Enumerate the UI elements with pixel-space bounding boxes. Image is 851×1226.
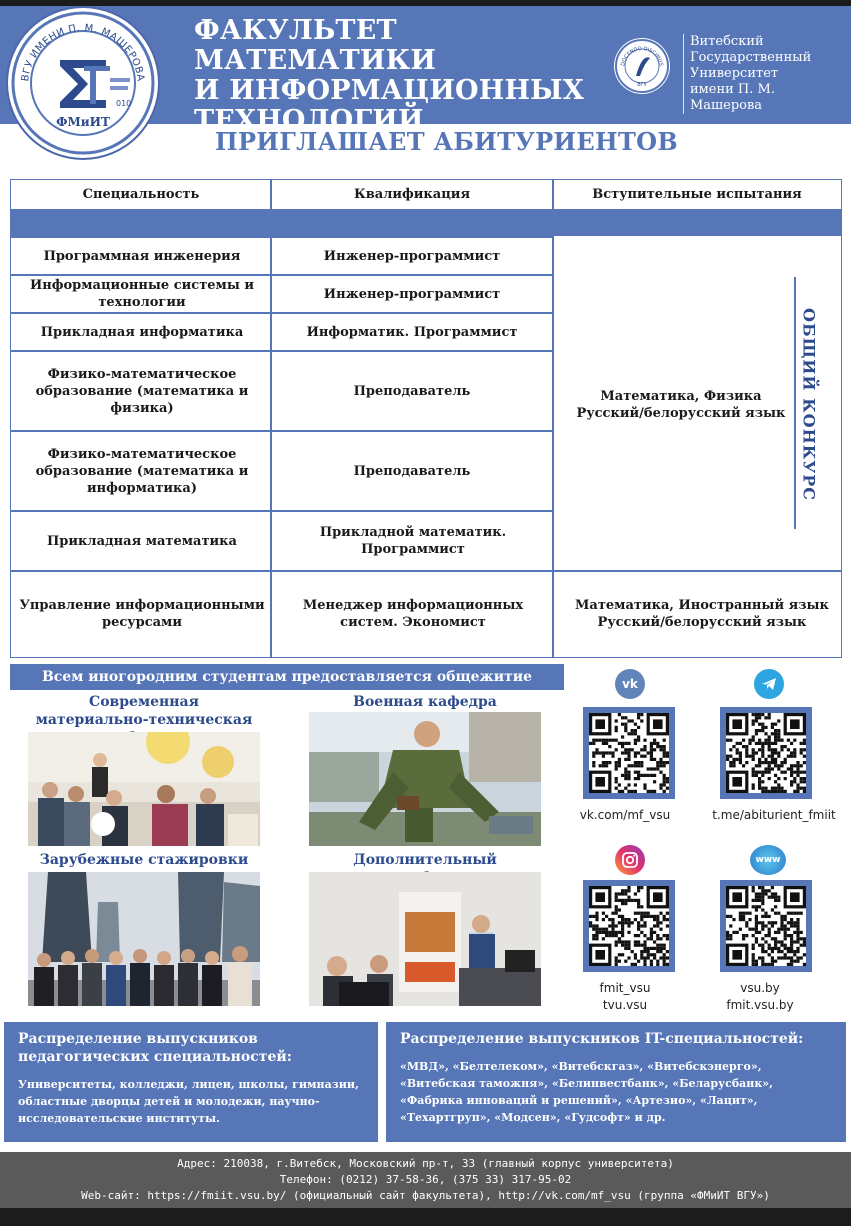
- website-link-2[interactable]: fmit.vsu.by: [726, 998, 794, 1012]
- table-row-specialty: Программная инженерия: [43, 248, 241, 264]
- photo-caption-military: Военная кафедра: [353, 694, 497, 710]
- svg-text:ВГУ ИМЕНИ П. М. МАШЕРОВА: [20, 23, 146, 82]
- table-divider: [11, 236, 552, 238]
- table-row-qualification: Инженер-программист: [323, 286, 501, 302]
- table-row-specialty: Информационные системы и технологии: [29, 278, 255, 310]
- photo-abroad: [28, 872, 260, 1006]
- photo-classroom: [28, 732, 260, 846]
- website-qr-code[interactable]: [720, 880, 812, 972]
- general-contest-label: [791, 280, 827, 530]
- instagram-links: [565, 980, 685, 1014]
- table-header-bar: [11, 209, 841, 236]
- table-row-specialty: Прикладная информатика: [40, 324, 244, 340]
- university-seal-icon: [614, 38, 670, 94]
- footer-phone: Телефон: (0212) 37-58-36, (375 33) 317-95-02: [279, 1173, 572, 1186]
- photo-military: [309, 712, 541, 846]
- table-divider: [11, 510, 552, 512]
- general-contest-text: ОБЩИЙ КОНКУРС: [799, 308, 819, 502]
- table-divider: [552, 180, 554, 657]
- dormitory-banner: Всем иногородним студентам предоставляется общежитие: [10, 664, 564, 690]
- table-divider: [11, 570, 841, 572]
- pedagogical-distribution-box: [4, 1022, 378, 1142]
- instagram-icon: [615, 845, 645, 875]
- table-divider: [11, 430, 552, 432]
- it-distribution-title: Распределение выпускников IT-специальностей:: [400, 1031, 804, 1047]
- footer-website[interactable]: Web-сайт: https://fmiit.vsu.by/ (официальный сайт факультета), http://vk.com/mf_vsu (группа «ФМиИТ ВГУ»): [81, 1189, 770, 1202]
- table-divider: [11, 350, 552, 352]
- table-row-specialty: Физико-математическое образование (математика и физика): [35, 366, 249, 416]
- university-seal: [614, 38, 670, 94]
- exams-group-2: Математика, Иностранный язык Русский/белорусский язык: [575, 598, 829, 630]
- table-row-specialty: Управление информационными ресурсами: [19, 598, 265, 630]
- table-row-qualification: Прикладной математик. Программист: [319, 525, 507, 557]
- table-row-qualification: Информатик. Программист: [306, 324, 518, 340]
- table-row-qualification: Инженер-программист: [323, 248, 501, 264]
- seal-sub-text: ВГУ: [637, 82, 647, 88]
- faculty-title-line1: ФАКУЛЬТЕТ МАТЕМАТИКИ: [194, 15, 437, 76]
- table-divider: [11, 274, 552, 276]
- table-divider: [11, 312, 552, 314]
- qr-code-icon: [726, 713, 806, 793]
- university-name: [683, 34, 851, 114]
- telegram-link[interactable]: t.me/abiturient_fmiit: [712, 808, 836, 822]
- footer-contacts: [0, 1152, 851, 1208]
- faculty-logo: [8, 8, 158, 158]
- www-icon: www: [750, 845, 786, 875]
- qr-code-icon: [589, 713, 669, 793]
- instagram-qr-code[interactable]: [583, 880, 675, 972]
- table-header-exams: Вступительные испытания: [592, 187, 802, 202]
- photo-caption-base-line2: материально-техническая: [35, 712, 253, 728]
- qr-code-icon: [589, 886, 669, 966]
- university-name-line4: имени П. М. Машерова: [690, 82, 775, 113]
- faculty-title-line2: И ИНФОРМАЦИОННЫХ: [194, 75, 584, 106]
- vk-qr-code[interactable]: [583, 707, 675, 799]
- pedagogical-distribution-title: Распределение выпускников педагогических специальностей:: [18, 1031, 292, 1065]
- telegram-icon: [754, 669, 784, 699]
- photo-caption-abroad: Зарубежные стажировки: [39, 852, 249, 868]
- table-row-qualification: Преподаватель: [353, 383, 471, 399]
- vk-icon: vk: [615, 669, 645, 699]
- faculty-logo-icon: [8, 8, 158, 158]
- faculty-title-line3: ТЕХНОЛОГИЙ: [194, 105, 424, 136]
- it-distribution-box: [386, 1022, 846, 1142]
- logo-number: 010: [116, 99, 132, 108]
- website-links: [700, 980, 820, 1014]
- invite-heading: ПРИГЛАШАЕТ АБИТУРИЕНТОВ: [215, 127, 678, 156]
- it-distribution-text: «МВД», «Белтелеком», «Витебскгаз», «Витебскэнерго», «Витебская таможня», «Белинвестбанк», «Беларусбанк», «Фабрика инноваций и решений», «Артезио», «Лацит», «Техартгруп», «Модсен», «Гудсофт» и др.: [400, 1060, 774, 1124]
- logo-bottom-text: ФМиИТ: [56, 115, 110, 129]
- pedagogical-distribution-text: Университеты, колледжи, лицеи, школы, гимназии, областные дворцы детей и молодежи, научно-исследовательские институты.: [18, 1078, 359, 1125]
- vk-link[interactable]: vk.com/mf_vsu: [579, 808, 671, 822]
- footer-address: Адрес: 210038, г.Витебск, Московский пр-т, 33 (главный корпус университета): [177, 1157, 674, 1170]
- table-row-qualification: Преподаватель: [353, 463, 471, 479]
- table-divider: [270, 180, 272, 657]
- table-header-qualification: Квалификация: [353, 187, 471, 202]
- photo-caption-earnings-line1: Дополнительный: [353, 852, 497, 868]
- instagram-link-2[interactable]: tvu.vsu: [602, 998, 648, 1012]
- faculty-title: [194, 16, 614, 136]
- exams-group-1: Математика, Физика Русский/белорусский язык: [576, 389, 786, 421]
- table-row-qualification: Менеджер информационных систем. Экономист: [302, 598, 524, 630]
- photo-earnings: [309, 872, 541, 1006]
- university-name-line3: Университет: [690, 66, 779, 81]
- table-row-specialty: Физико-математическое образование (математика и информатика): [35, 446, 249, 496]
- specialties-table: [10, 179, 842, 658]
- university-name-line1: Витебский: [690, 34, 764, 49]
- bottom-border: [0, 1208, 851, 1226]
- logo-ring-text: ВГУ ИМЕНИ П. М. МАШЕРОВА: [20, 22, 146, 83]
- table-header-specialty: Специальность: [82, 187, 200, 202]
- table-row-specialty: Прикладная математика: [47, 533, 237, 549]
- photo-caption-base-line1: Современная: [89, 694, 199, 710]
- instagram-link-1[interactable]: fmit_vsu: [599, 981, 651, 995]
- telegram-qr-code[interactable]: [720, 707, 812, 799]
- seal-ring-text: DOCENDO DISCIMUS: [620, 45, 664, 67]
- qr-code-icon: [726, 886, 806, 966]
- university-name-line2: Государственный: [690, 50, 812, 65]
- website-link-1[interactable]: vsu.by: [740, 981, 780, 995]
